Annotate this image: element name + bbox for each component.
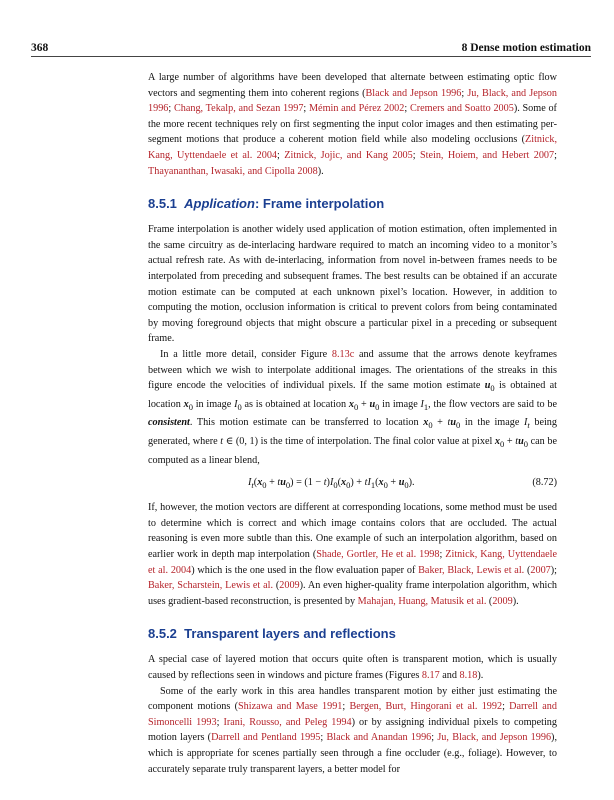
- transparent-motion-paragraph: A special case of layered motion that occurs quite often is transparent motion, which is usually caused by reflections seen in windows and picture frames (Figures 8.17 and 8.18).: [148, 654, 557, 681]
- citation-link[interactable]: Zitnick, Kang, Uyttendaele et al. 2004: [148, 548, 557, 576]
- citation-link[interactable]: Cremers and Soatto 2005: [409, 103, 514, 115]
- equation-expression: $I_t(x_0 + tu_0) = (1 - t)I_0(x_0) + tI_1(x_0 + u_0)$.: [248, 477, 415, 491]
- intro-paragraph: A large number of algorithms have been developed that alternate between estimating optic flow vectors and segmenting them into coherent regions (Black and Jepson 1996; Ju, Black, and Jepson 1996; Chang, Tekalp, and Sezan 1997; Mémin and Pérez 2002; Cremers and Soatto 2005). Some of the more recent techniques rely on first segmenting the input color images and then estimating per-segment motions that produce a coherent motion field while also modeling occlusions (Zitnick, Kang, Uyttendaele et al. 2004; Zitnick, Jojic, and Kang 2005; Stein, Hoiem, and Hebert 2007; Thayananthan, Iwasaki, and Cipolla 2008).: [148, 72, 557, 177]
- citation-link[interactable]: 2009: [279, 580, 300, 592]
- citation-link[interactable]: 2007: [530, 564, 551, 576]
- citation-link[interactable]: Chang, Tekalp, and Sezan 1997: [173, 103, 304, 115]
- chapter-title: 8 Dense motion estimation: [461, 42, 591, 54]
- early-work-paragraph: Some of the early work in this area handles transparent motion by either just estimating the component motions (Shizawa and Mase 1991; Bergen, Burt, Hingorani et al. 1992; Darrell and Simoncelli 1993; Irani, Rousso, and Peleg 1994) or by assigning individual pixels to competing motion layers (Darrell and Pentland 1995; Black and Anandan 1996; Ju, Black, and Jepson 1996), which is appropriate for scenes partially seen through a fine occluder (e.g., foliage). However, to accurately separate truly transparent layers, a better model for: [148, 685, 557, 775]
- citation-link[interactable]: Darrell and Simoncelli 1993: [148, 701, 557, 728]
- citation-link[interactable]: Darrell and Pentland 1995: [211, 732, 321, 744]
- citation-link[interactable]: Mahajan, Huang, Matusik et al.: [357, 595, 487, 607]
- header-rule: [31, 56, 591, 57]
- citation-link[interactable]: Ju, Black, and Jepson 1996: [148, 87, 557, 115]
- figure-link[interactable]: 8.13c: [331, 348, 355, 360]
- citation-link[interactable]: Stein, Hoiem, and Hebert 2007: [419, 149, 555, 161]
- citation-link[interactable]: Shade, Gortler, He et al. 1998: [316, 548, 440, 560]
- equation-8-72: [148, 475, 557, 491]
- citation-link[interactable]: Baker, Black, Lewis et al.: [418, 564, 525, 576]
- citation-link[interactable]: Thayananthan, Iwasaki, and Cipolla 2008: [148, 165, 318, 177]
- citation-link[interactable]: Irani, Rousso, and Peleg 1994: [223, 716, 352, 728]
- equation-number: (8.72): [532, 477, 557, 489]
- citation-link[interactable]: Black and Jepson 1996: [365, 87, 462, 99]
- page-body: [148, 70, 557, 777]
- citation-link[interactable]: Shizawa and Mase 1991: [237, 701, 343, 713]
- citation-link[interactable]: Zitnick, Kang, Uyttendaele et al. 2004: [148, 134, 557, 161]
- citation-link[interactable]: Zitnick, Jojic, and Kang 2005: [284, 149, 413, 161]
- detail-paragraph: In a little more detail, consider Figure 8.13c and assume that the arrows denote keyframes between which we wish to interpolate additional images. The orientations of the streaks in this figure encode the velocities of individual pixels. If the same motion estimate $u_0$ is obtained at location $x_0$ in image $I_0$ as is obtained at location $x_0 + u_0$ in image $I_1$, the flow vectors are said to be consistent. This motion estimate can be transferred to location $x_0 + tu_0$ in the image $I_t$ being generated, where t ∈ (0, 1) is the time of interpolation. The final color value at pixel $x_0 + tu_0$ can be computed as a linear blend,: [148, 348, 558, 466]
- page-number: 368: [31, 42, 49, 54]
- citation-link[interactable]: 2009: [492, 595, 513, 607]
- citation-link[interactable]: Bergen, Burt, Hingorani et al. 1992: [349, 701, 503, 713]
- figure-link[interactable]: 8.17: [421, 669, 440, 681]
- section-heading-8-5-1: 8.5.1 Application: Frame interpolation: [148, 196, 385, 212]
- frame-interpolation-paragraph: Frame interpolation is another widely used application of motion estimation, often implemented in the same circuitry as de-interlacing hardware required to match an incoming video to a monitor’s actual refresh rate. As with de-interlacing, information from novel in-between frames needs to be interpolated from preceding and subsequent frames. The best results can be obtained if an accurate motion estimate can be computed at each unknown pixel’s location. However, in addition to computing the motion, occlusion information is critical to prevent colors from being contaminated by moving foreground objects that might obscure a particular pixel in a preceding or subsequent frame.: [148, 224, 557, 345]
- citation-link[interactable]: Baker, Scharstein, Lewis et al.: [148, 580, 273, 592]
- citation-link[interactable]: Black and Anandan 1996: [326, 732, 432, 744]
- motion-vectors-paragraph: If, however, the motion vectors are different at corresponding locations, some method must be used to determine which is correct and which image contains colors that are occluded. The actual reasoning is even more subtle than this. One example of such an interpolation algorithm, based on earlier work in depth map interpolation (Shade, Gortler, He et al. 1998; Zitnick, Kang, Uyttendaele et al. 2004) which is the one used in the flow evaluation paper of Baker, Black, Lewis et al. (2007); Baker, Scharstein, Lewis et al. (2009). An even higher-quality frame interpolation algorithm, which uses gradient-based reconstruction, is presented by Mahajan, Huang, Matusik et al. (2009).: [148, 502, 557, 607]
- citation-link[interactable]: Ju, Black, and Jepson 1996: [437, 732, 552, 744]
- section-heading-8-5-2: 8.5.2 Transparent layers and reflections: [148, 626, 396, 642]
- citation-link[interactable]: Mémin and Pérez 2002: [309, 103, 405, 115]
- figure-link[interactable]: 8.18: [459, 669, 478, 681]
